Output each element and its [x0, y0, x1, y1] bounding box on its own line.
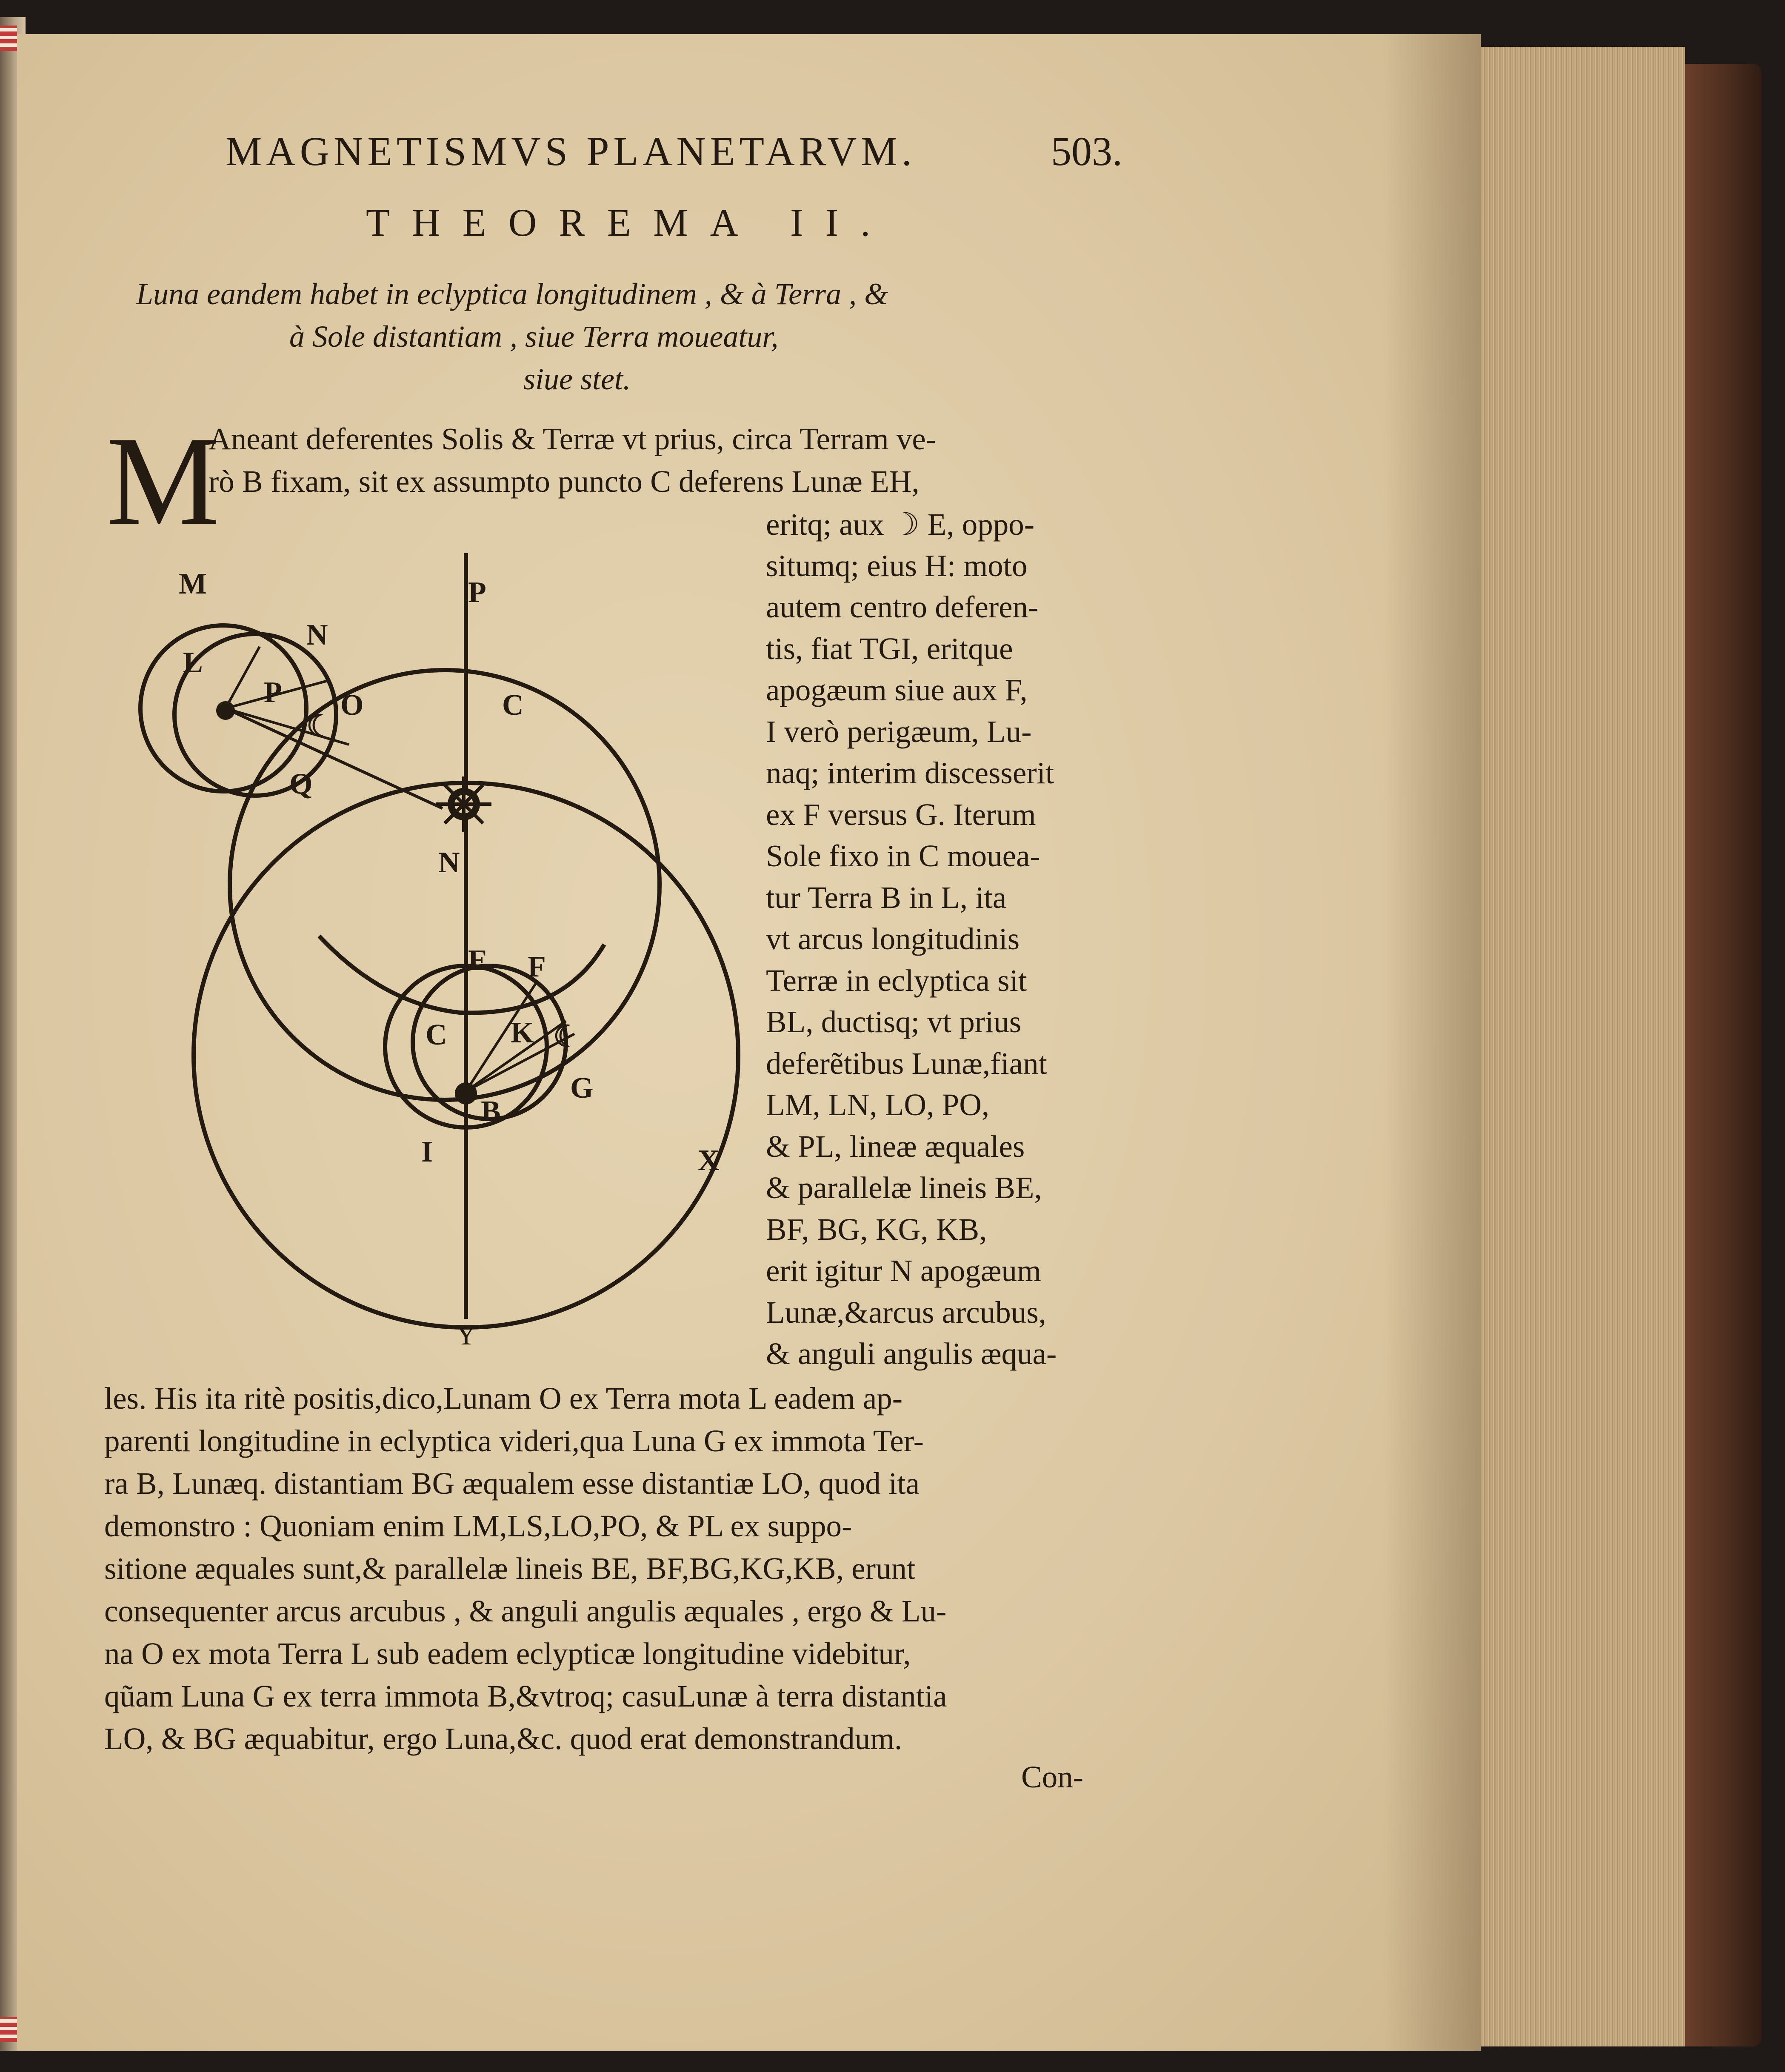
label-O: O [340, 689, 364, 722]
text-line: vt arcus longitudinis [766, 922, 1020, 956]
text-line: I verò perigæum, Lu- [766, 714, 1032, 749]
label-P-top: P [468, 576, 486, 609]
label-L: L [183, 646, 203, 679]
text-line: Aneant deferentes Solis & Terræ vt prius, circa Terram ve- [208, 422, 937, 456]
theorem-statement-line: Luna eandem habet in eclyptica longitudinem , & à Terra , & [136, 277, 888, 311]
text-line: BL, ductisq; vt prius [766, 1005, 1022, 1039]
text-line: les. His ita ritè positis,dico,Lunam O ex Terra mota L eadem ap- [104, 1381, 903, 1416]
earth-point-L [216, 701, 235, 720]
text-line: apogæum siue aux F, [766, 673, 1028, 707]
page-number: 503. [1051, 128, 1122, 174]
text-line: LM, LN, LO, PO, [766, 1087, 990, 1122]
headband-thread [0, 26, 17, 51]
text-line: parenti longitudine in eclyptica videri,qua Luna G ex immota Ter- [104, 1424, 924, 1458]
label-G: G [570, 1072, 594, 1104]
text-line: Lunæ,&arcus arcubus, [766, 1295, 1046, 1330]
label-K: K [511, 1016, 534, 1049]
text-line: tur Terra B in L, ita [766, 880, 1007, 915]
label-Y: Y [455, 1319, 477, 1344]
running-head: MAGNETISMVS PLANETARVM. [226, 128, 916, 174]
text-line: naq; interim discesserit [766, 756, 1054, 790]
text-line: ex F versus G. Iterum [766, 797, 1036, 832]
text-line: deferẽtibus Lunæ,fiant [766, 1046, 1047, 1081]
catchword: Con- [1021, 1760, 1083, 1794]
text-line: Terræ in eclyptica sit [766, 963, 1027, 998]
text-line: Sole fixo in C mouea- [766, 839, 1040, 873]
label-B: B [481, 1095, 501, 1128]
moon-icon-left: ☾ [306, 710, 333, 743]
label-N-mid: N [438, 846, 460, 879]
text-line: na O ex mota Terra L sub eadem eclypticæ longitudine videbitur, [104, 1636, 911, 1671]
leather-cover [1685, 64, 1762, 2046]
theorem-statement-line: à Sole distantiam , siue Terra moueatur, [289, 320, 779, 354]
text-line: rò B fixam, sit ex assumpto puncto C deferens Lunæ EH, [208, 464, 920, 499]
text-line: eritq; aux ☽ E, oppo- [766, 507, 1035, 542]
label-C-inner: C [426, 1019, 447, 1051]
page-block-edge [1481, 47, 1685, 2046]
label-C-top: C [502, 689, 524, 722]
text-line: ra B, Lunæq. distantiam BG æqualem esse distantiæ LO, quod ita [104, 1466, 920, 1501]
label-P-small: P [264, 676, 282, 709]
tailband-thread [0, 2017, 17, 2042]
planetary-diagram [128, 545, 757, 1344]
text-line: tis, fiat TGI, eritque [766, 631, 1013, 666]
label-F: F [528, 950, 546, 983]
theorem-statement-line: siue stet. [523, 362, 631, 396]
label-X: X [698, 1144, 720, 1177]
text-line: & parallelæ lineis BE, [766, 1170, 1042, 1205]
text-line: qũam Luna G ex terra immota B,&vtroq; casuLunæ à terra distantia [104, 1679, 947, 1713]
text-line: sitione æquales sunt,& parallelæ lineis BE, BF,BG,KG,KB, erunt [104, 1551, 916, 1586]
text-line: & PL, lineæ æquales [766, 1129, 1025, 1164]
drop-cap-initial: M [106, 410, 220, 551]
moon-orbit-arc [319, 936, 604, 1013]
text-line: autem centro deferen- [766, 590, 1039, 624]
theorem-heading: THEOREMA II. [366, 201, 893, 244]
label-E: E [468, 944, 488, 977]
page-shadow [1383, 34, 1481, 2051]
text-line: LO, & BG æquabitur, ergo Luna,&c. quod erat demonstrandum. [104, 1721, 902, 1756]
text-line: & anguli angulis æqua- [766, 1336, 1057, 1371]
line-L-M [226, 647, 260, 708]
label-I: I [421, 1136, 433, 1168]
label-M: M [179, 568, 207, 600]
moon-icon-right: ☾ [553, 1021, 580, 1053]
text-line: erit igitur N apogæum [766, 1253, 1041, 1288]
earth-point-B [455, 1082, 477, 1104]
label-N-top: N [306, 619, 328, 651]
text-line: demonstro : Quoniam enim LM,LS,LO,PO, & PL ex suppo- [104, 1509, 852, 1543]
text-line: BF, BG, KG, KB, [766, 1212, 987, 1247]
text-line: situmq; eius H: moto [766, 548, 1028, 583]
label-Q: Q [289, 768, 313, 800]
text-line: consequenter arcus arcubus , & anguli angulis æquales , ergo & Lu- [104, 1594, 947, 1628]
